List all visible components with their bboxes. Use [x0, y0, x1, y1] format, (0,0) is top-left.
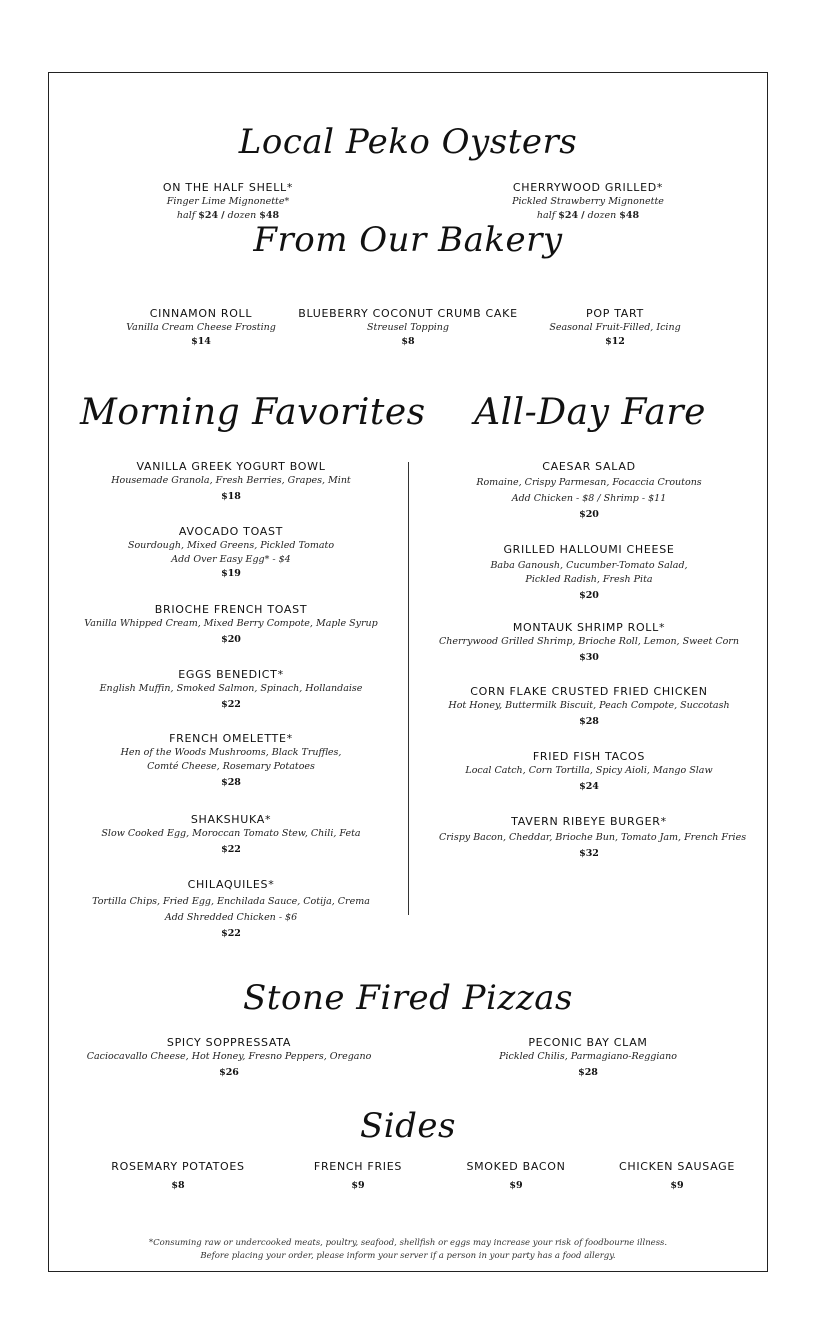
- item-price: $20: [221, 634, 241, 645]
- menu-item: [288, 1159, 428, 1193]
- item-price: $9: [670, 1180, 684, 1191]
- item-name: CHERRYWOOD GRILLED*: [512, 181, 664, 194]
- item-description: Hot Honey, Buttermilk Biscuit, Peach Compote, Succotash: [448, 700, 730, 711]
- item-name: SHAKSHUKA*: [190, 813, 272, 826]
- menu-item: [488, 180, 688, 223]
- menu-item: [101, 306, 301, 349]
- item-description: Housemade Granola, Fresh Berries, Grapes, Mint: [111, 475, 351, 486]
- section-title-allday: All-Day Fare: [474, 392, 706, 433]
- item-description: Sourdough, Mixed Greens, Pickled Tomato: [127, 540, 335, 551]
- item-description: English Muffin, Smoked Salmon, Spinach, Hollandaise: [99, 683, 363, 694]
- item-description: Pickled Radish, Fresh Pita: [525, 574, 653, 585]
- item-description: Add Chicken - $8 / Shrimp - $11: [511, 493, 667, 504]
- half-label: half: [536, 210, 556, 221]
- item-price: $12: [605, 336, 625, 347]
- item-name: CINNAMON ROLL: [149, 307, 253, 320]
- menu-item: [81, 459, 381, 504]
- section-title-pizzas: Stone Fired Pizzas: [243, 978, 573, 1018]
- item-price: $28: [579, 716, 599, 727]
- item-name: MONTAUK SHRIMP ROLL*: [512, 621, 666, 634]
- item-name: PECONIC BAY CLAM: [528, 1036, 648, 1049]
- item-name: CHICKEN SAUSAGE: [618, 1160, 736, 1173]
- item-description: Slow Cooked Egg, Moroccan Tomato Stew, Chili, Feta: [101, 828, 361, 839]
- item-name: CORN FLAKE CRUSTED FRIED CHICKEN: [470, 685, 708, 698]
- item-name: ROSEMARY POTATOES: [111, 1160, 245, 1173]
- section-title-bakery: From Our Bakery: [253, 220, 563, 260]
- item-description: Cherrywood Grilled Shrimp, Brioche Roll, Lemon, Sweet Corn: [439, 636, 739, 647]
- menu-item: [439, 684, 739, 729]
- item-name: BLUEBERRY COCONUT CRUMB CAKE: [298, 307, 518, 320]
- half-price: $24: [198, 210, 219, 221]
- item-description: Local Catch, Corn Tortilla, Spicy Aioli, Mango Slaw: [465, 765, 713, 776]
- dozen-price: $48: [619, 210, 640, 221]
- item-price: $20: [579, 590, 599, 601]
- footer-line: *Consuming raw or undercooked meats, poultry, seafood, shellfish or eggs may increase your risk of foodbourne illness.: [148, 1238, 668, 1248]
- item-name: BRIOCHE FRENCH TOAST: [154, 603, 308, 616]
- menu-item: [439, 459, 739, 522]
- menu-item: [81, 812, 381, 857]
- menu-item: [283, 306, 533, 349]
- menu-item: [439, 814, 747, 861]
- item-description: Crispy Bacon, Cheddar, Brioche Bun, Tomato Jam, French Fries: [439, 832, 747, 843]
- section-title-sides: Sides: [360, 1106, 456, 1146]
- item-price: $22: [221, 844, 241, 855]
- menu-item: [81, 602, 381, 647]
- item-description: Add Shredded Chicken - $6: [164, 912, 298, 923]
- half-price: $24: [558, 210, 579, 221]
- column-divider: [408, 462, 409, 915]
- item-price: $8: [401, 336, 415, 347]
- item-price: $22: [221, 928, 241, 939]
- item-description: Seasonal Fruit-Filled, Icing: [549, 322, 681, 333]
- footer-disclaimer: [48, 1237, 768, 1263]
- menu-item: [81, 877, 381, 941]
- dozen-label: dozen: [227, 210, 257, 221]
- item-description: Pickled Chilis, Parmagiano-Reggiano: [499, 1051, 677, 1062]
- footer-line: Before placing your order, please inform your server if a person in your party has a food allergy.: [200, 1251, 616, 1261]
- item-name: AVOCADO TOAST: [178, 525, 284, 538]
- menu-item: [515, 306, 715, 349]
- item-name: VANILLA GREEK YOGURT BOWL: [136, 460, 326, 473]
- menu-item: [81, 524, 381, 581]
- item-name: FRENCH FRIES: [313, 1160, 403, 1173]
- item-price: $26: [219, 1067, 239, 1078]
- item-name: FRENCH OMELETTE*: [169, 732, 293, 745]
- menu-item: [81, 667, 381, 712]
- item-description: Baba Ganoush, Cucumber-Tomato Salad,: [490, 560, 688, 571]
- menu-item: [79, 1035, 379, 1080]
- menu-item: [602, 1159, 752, 1193]
- dozen-label: dozen: [587, 210, 617, 221]
- menu-item: [438, 1035, 738, 1080]
- item-name: CAESAR SALAD: [542, 460, 636, 473]
- item-price: $19: [221, 568, 241, 579]
- item-name: SPICY SOPPRESSATA: [166, 1036, 292, 1049]
- item-price: $24: [579, 781, 599, 792]
- item-name: GRILLED HALLOUMI CHEESE: [503, 543, 675, 556]
- menu-item: [81, 731, 381, 790]
- item-description: Vanilla Cream Cheese Frosting: [126, 322, 276, 333]
- menu-item: [128, 180, 328, 223]
- item-name: FRIED FISH TACOS: [532, 750, 646, 763]
- item-price: $9: [509, 1180, 523, 1191]
- item-price: $18: [221, 491, 241, 502]
- section-title-morning: Morning Favorites: [80, 392, 426, 433]
- item-price: $28: [221, 777, 241, 788]
- menu-item: [446, 1159, 586, 1193]
- price-separator: /: [221, 210, 225, 221]
- item-description: Add Over Easy Egg* - $4: [171, 554, 291, 565]
- half-label: half: [176, 210, 196, 221]
- item-price: $22: [221, 699, 241, 710]
- item-price: $8: [171, 1180, 185, 1191]
- item-name: CHILAQUILES*: [187, 878, 275, 891]
- item-description: Vanilla Whipped Cream, Mixed Berry Compote, Maple Syrup: [84, 618, 378, 629]
- section-title-oysters: Local Peko Oysters: [238, 122, 578, 162]
- item-description: Romaine, Crispy Parmesan, Focaccia Croutons: [476, 477, 702, 488]
- item-price: $14: [191, 336, 211, 347]
- menu-item: [439, 542, 739, 603]
- item-name: SMOKED BACON: [466, 1160, 566, 1173]
- item-description: Pickled Strawberry Mignonette: [512, 196, 664, 207]
- item-name: TAVERN RIBEYE BURGER*: [511, 815, 667, 828]
- item-name: POP TART: [586, 307, 644, 320]
- item-description: Tortilla Chips, Fried Egg, Enchilada Sauce, Cotija, Crema: [92, 896, 370, 907]
- item-description: Hen of the Woods Mushrooms, Black Truffles,: [120, 747, 342, 758]
- item-description: Streusel Topping: [367, 322, 449, 333]
- price-separator: /: [581, 210, 585, 221]
- dozen-price: $48: [259, 210, 280, 221]
- menu-item: [439, 620, 739, 665]
- item-name: ON THE HALF SHELL*: [162, 181, 294, 194]
- item-price: $20: [579, 509, 599, 520]
- menu-item: [439, 749, 739, 794]
- item-price: $30: [579, 652, 599, 663]
- item-name: EGGS BENEDICT*: [178, 668, 284, 681]
- item-description: Caciocavallo Cheese, Hot Honey, Fresno Peppers, Oregano: [86, 1051, 372, 1062]
- item-price: $28: [578, 1067, 598, 1078]
- item-description: Finger Lime Mignonette*: [166, 196, 290, 207]
- item-description: Comté Cheese, Rosemary Potatoes: [147, 761, 315, 772]
- menu-item: [98, 1159, 258, 1193]
- item-price: $9: [351, 1180, 365, 1191]
- item-price: $32: [579, 848, 599, 859]
